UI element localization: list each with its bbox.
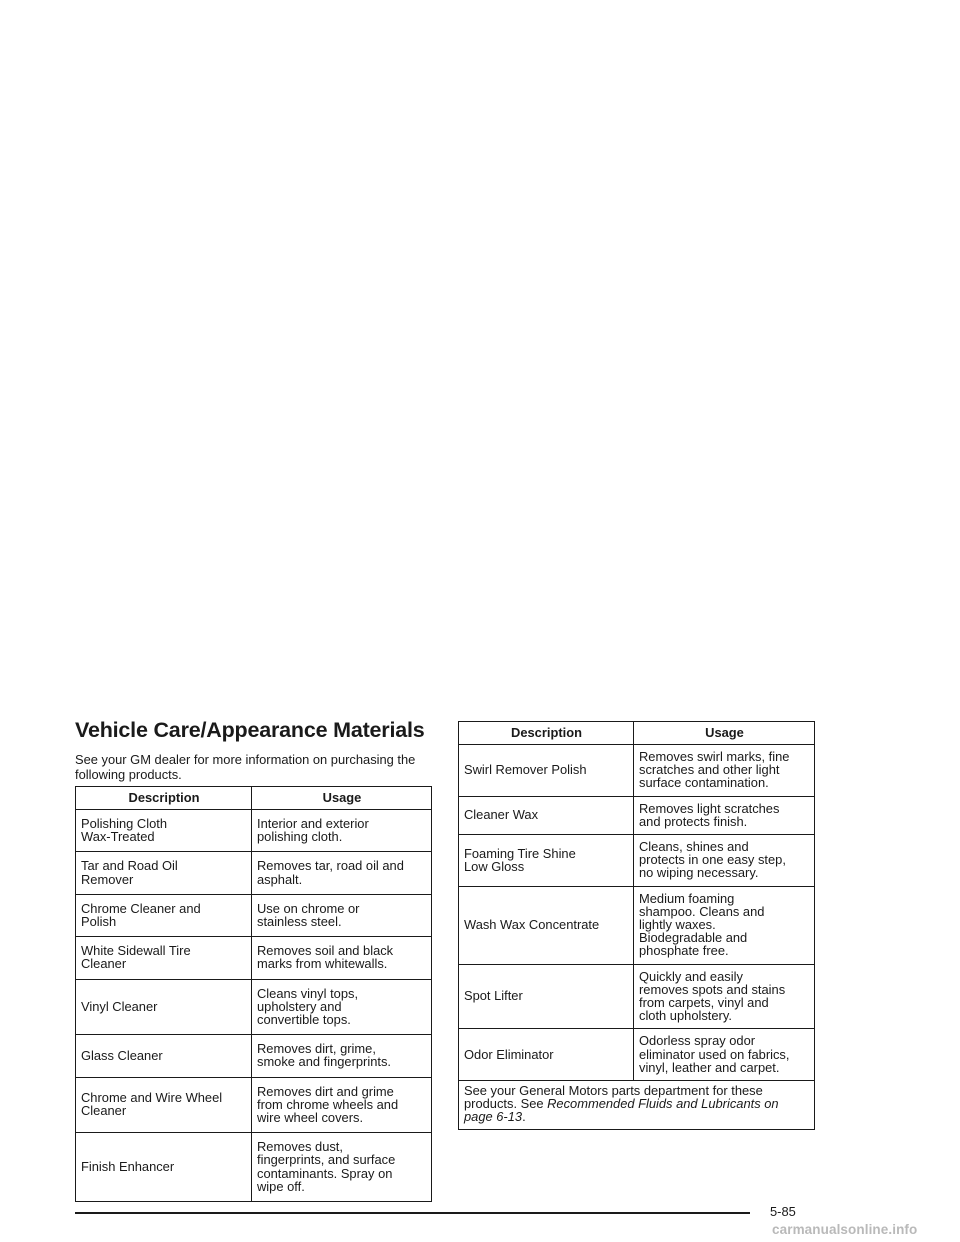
table-row	[76, 1077, 432, 1133]
product-description: Spot Lifter	[459, 964, 634, 1029]
product-usage: Use on chrome or stainless steel.	[252, 894, 432, 936]
table-row	[76, 810, 432, 852]
table-row	[76, 979, 432, 1035]
table-row	[76, 937, 432, 979]
products-table-left	[75, 786, 432, 1202]
table-row	[459, 886, 815, 964]
product-usage: Medium foaming shampoo. Cleans and lightly waxes. Biodegradable and phosphate free.	[634, 886, 815, 964]
product-description: Chrome and Wire Wheel Cleaner	[76, 1077, 252, 1133]
recommended-fluids-link[interactable]: Recommended Fluids and Lubricants on page 6-13	[464, 1096, 779, 1125]
product-description: Tar and Road Oil Remover	[76, 852, 252, 894]
product-description: White Sidewall Tire Cleaner	[76, 937, 252, 979]
product-usage: Removes dust, fingerprints, and surface contaminants. Spray on wipe off.	[252, 1133, 432, 1202]
header-description: Description	[459, 722, 634, 745]
table-header-row	[459, 722, 815, 745]
table-row	[459, 745, 815, 797]
table-body	[459, 745, 815, 1081]
table-row	[76, 894, 432, 936]
product-usage: Removes dirt and grime from chrome wheels and wire wheel covers.	[252, 1077, 432, 1133]
product-usage: Interior and exterior polishing cloth.	[252, 810, 432, 852]
table-row	[459, 796, 815, 834]
table-row	[76, 1035, 432, 1077]
footer-rule	[75, 1212, 750, 1214]
product-description: Vinyl Cleaner	[76, 979, 252, 1035]
watermark: carmanualsonline.info	[772, 1222, 918, 1237]
intro-paragraph: See your GM dealer for more information on purchasing the following products.	[75, 752, 416, 782]
product-description: Chrome Cleaner and Polish	[76, 894, 252, 936]
table-body	[76, 810, 432, 1202]
product-description: Odor Eliminator	[459, 1029, 634, 1081]
product-usage: Removes light scratches and protects finish.	[634, 796, 815, 834]
table-row	[459, 1029, 815, 1081]
table-row	[459, 964, 815, 1029]
page-number: 5-85	[770, 1204, 796, 1219]
product-usage: Odorless spray odor eliminator used on fabrics, vinyl, leather and carpet.	[634, 1029, 815, 1081]
table-row	[459, 835, 815, 887]
product-description: Swirl Remover Polish	[459, 745, 634, 797]
parts-note-suffix: .	[522, 1109, 526, 1125]
table-row	[76, 1133, 432, 1202]
product-description: Cleaner Wax	[459, 796, 634, 834]
product-description: Foaming Tire Shine Low Gloss	[459, 835, 634, 887]
table-row	[76, 852, 432, 894]
product-description: Glass Cleaner	[76, 1035, 252, 1077]
product-usage: Removes swirl marks, fine scratches and other light surface contamination.	[634, 745, 815, 797]
parts-note	[459, 1081, 815, 1130]
product-usage: Removes dirt, grime, smoke and fingerprints.	[252, 1035, 432, 1077]
product-usage: Removes tar, road oil and asphalt.	[252, 852, 432, 894]
table-header-row	[76, 787, 432, 810]
header-usage: Usage	[634, 722, 815, 745]
product-usage: Cleans vinyl tops, upholstery and convertible tops.	[252, 979, 432, 1035]
product-description: Finish Enhancer	[76, 1133, 252, 1202]
table-note-row	[459, 1081, 815, 1130]
product-usage: Removes soil and black marks from whitewalls.	[252, 937, 432, 979]
header-description: Description	[76, 787, 252, 810]
products-table-right	[458, 721, 815, 1130]
product-usage: Cleans, shines and protects in one easy step, no wiping necessary.	[634, 835, 815, 887]
product-description: Polishing Cloth Wax-Treated	[76, 810, 252, 852]
product-description: Wash Wax Concentrate	[459, 886, 634, 964]
parts-note-text: See your General Motors parts department for these products. See	[464, 1083, 763, 1112]
product-usage: Quickly and easily removes spots and stains from carpets, vinyl and cloth upholstery.	[634, 964, 815, 1029]
header-usage: Usage	[252, 787, 432, 810]
section-title: Vehicle Care/Appearance Materials	[75, 718, 425, 742]
